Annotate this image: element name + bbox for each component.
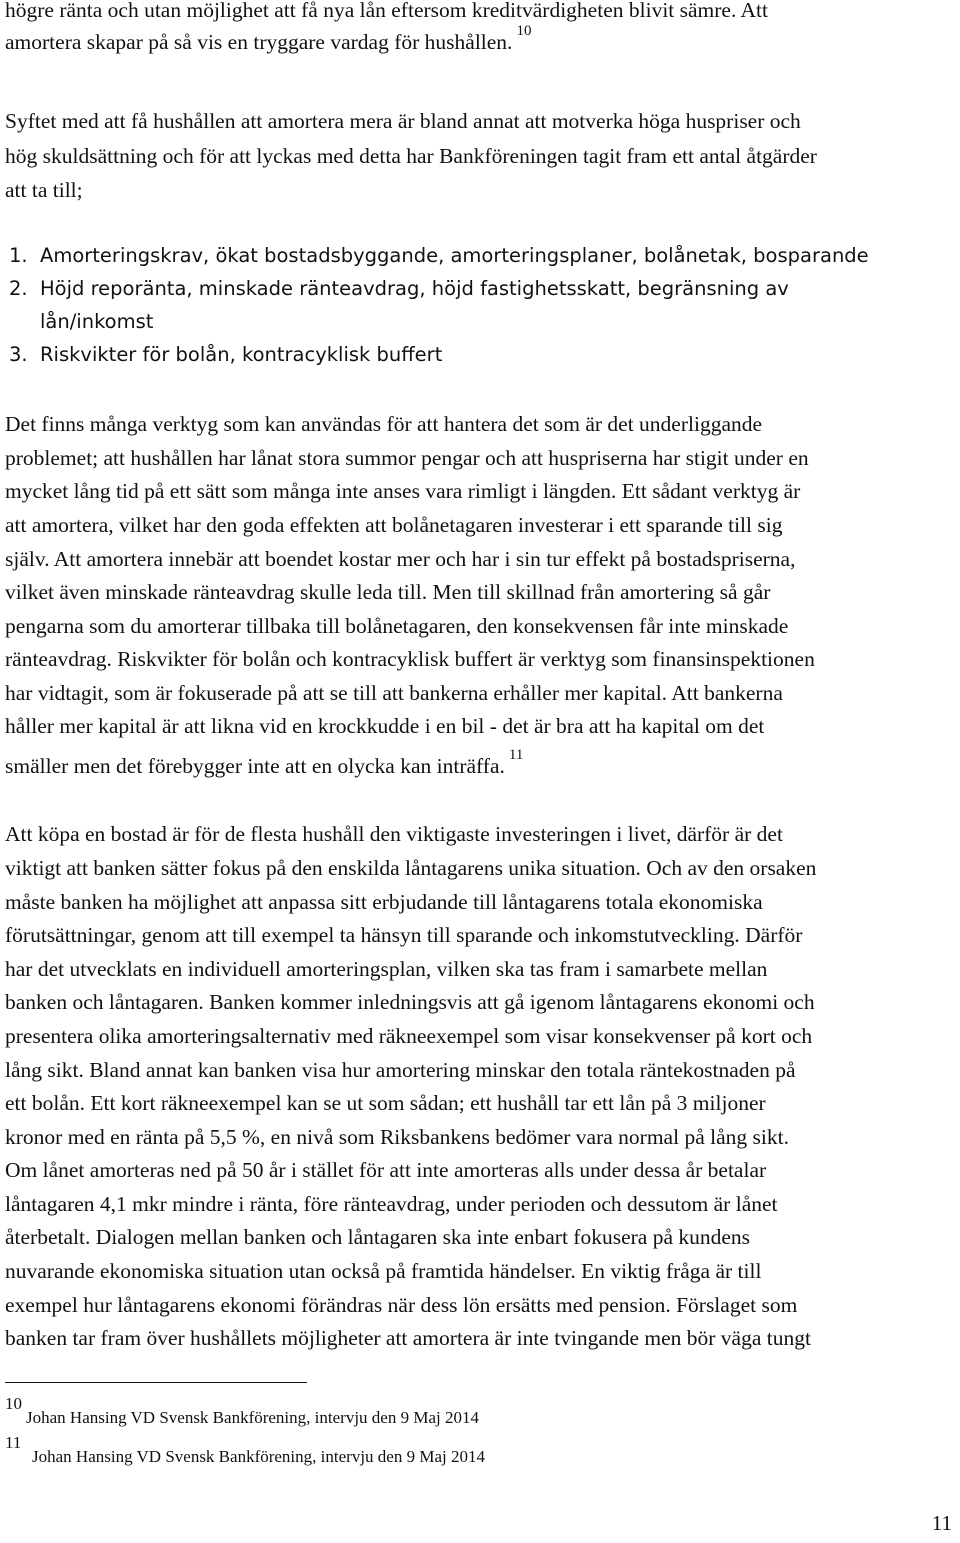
text-line: pengarna som du amorterar tillbaka till bolånetagaren, den konsekvensen får inte minskade <box>5 614 789 638</box>
text-line: förutsättningar, genom att till exempel ta hänsyn till sparande och inkomstutveckling. Därför <box>5 923 803 947</box>
footnote-number: 10 <box>5 1394 22 1413</box>
text-line: Syftet med att få hushållen att amortera mera är bland annat att motverka höga huspriser och <box>5 109 801 133</box>
text-line: har vidtagit, som är fokuserade på att se till att bankerna erhåller mer kapital. Att bankerna <box>5 681 783 705</box>
text-line: återbetalt. Dialogen mellan banken och låntagaren ska inte enbart fokusera på kundens <box>5 1225 751 1249</box>
footnote-text: Johan Hansing VD Svensk Bankförening, intervju den 9 Maj 2014 <box>32 1447 485 1466</box>
list-item: Amorteringskrav, ökat bostadsbyggande, amorteringsplaner, bolånetak, bosparande <box>40 244 869 267</box>
text-line: ränteavdrag. Riskvikter för bolån och kontracyklisk buffert är verktyg som finansinspektionen <box>5 647 815 671</box>
text-line: problemet; att hushållen har lånat stora summor pengar och att huspriserna har stigit under en <box>5 446 809 470</box>
text-line: att amortera, vilket har den goda effekten att bolånetagaren investerar i ett sparande till sig <box>5 513 783 537</box>
list-item-number: 1. <box>9 244 28 267</box>
text-line: håller mer kapital är att likna vid en krockkudde i en bil - det är bra att ha kapital om det <box>5 714 765 738</box>
text-line: kronor med en ränta på 5,5 %, en nivå som Riksbankens bedömer vara normal på lång sikt. <box>5 1125 789 1149</box>
footnote-divider <box>5 1382 307 1383</box>
list-item-number: 3. <box>9 343 28 366</box>
text-line: måste banken ha möjlighet att anpassa sitt erbjudande till låntagarens totala ekonomiska <box>5 890 763 914</box>
text-line <box>5 747 524 783</box>
text-line-content: smäller men det förebygger inte att en olycka kan inträffa. <box>5 754 505 778</box>
text-line: nuvarande ekonomiska situation utan också på framtida händelser. En viktig fråga är till <box>5 1259 762 1283</box>
text-line: mycket lång tid på ett sätt som många inte anses vara rimligt i längden. Ett sådant verktyg är <box>5 479 801 503</box>
list-item-number: 2. <box>9 277 28 300</box>
text-line-content: amortera skapar på så vis en tryggare vardag för hushållen. <box>5 30 513 54</box>
text-line: hög skuldsättning och för att lyckas med detta har Bankföreningen tagit fram ett antal åtgärder <box>5 144 817 168</box>
text-line: Att köpa en bostad är för de flesta hushåll den viktigaste investeringen i livet, därför är det <box>5 822 783 846</box>
text-line: har det utvecklats en individuell amorteringsplan, vilken ska tas fram i samarbete mellan <box>5 957 768 981</box>
text-line: låntagaren 4,1 mkr mindre i ränta, före ränteavdrag, under perioden och dessutom är lånet <box>5 1192 778 1216</box>
text-line: exempel hur låntagarens ekonomi förändras när dess lön ersätts med pension. Förslaget som <box>5 1293 798 1317</box>
text-line: att ta till; <box>5 178 83 202</box>
text-line: banken tar fram över hushållets möjligheter att amortera är inte tvingande men bör väga tungt <box>5 1326 811 1350</box>
text-line: lång sikt. Bland annat kan banken visa hur amortering minskar den totala räntekostnaden på <box>5 1058 796 1082</box>
text-line: ett bolån. Ett kort räkneexempel kan se ut som sådan; ett hushåll tar ett lån på 3 miljoner <box>5 1091 766 1115</box>
list-item: Höjd reporänta, minskade ränteavdrag, höjd fastighetsskatt, begränsning av <box>40 277 789 300</box>
text-line: banken och låntagaren. Banken kommer inledningsvis att gå igenom låntagarens ekonomi och <box>5 990 815 1014</box>
text-line: högre ränta och utan möjlighet att få nya lån eftersom kreditvärdigheten blivit sämre. Att <box>5 0 769 22</box>
page-number: 11 <box>931 1511 952 1535</box>
text-line: presentera olika amorteringsalternativ med räkneexempel som visar konsekvenser på kort och <box>5 1024 813 1048</box>
text-line <box>5 23 532 59</box>
footnote-ref-11[interactable]: 11 <box>508 747 524 763</box>
footnote-ref-10[interactable]: 10 <box>516 23 532 39</box>
list-item: Riskvikter för bolån, kontracyklisk buffert <box>40 343 443 366</box>
footnote-number: 11 <box>5 1433 22 1452</box>
text-line: själv. Att amortera innebär att boendet kostar mer och har i sin tur effekt på bostadspriserna, <box>5 547 796 571</box>
text-line: vilket även minskade ränteavdrag skulle leda till. Men till skillnad från amortering så går <box>5 580 771 604</box>
text-line: Om lånet amorteras ned på 50 år i stället för att inte amorteras alls under dessa år betalar <box>5 1158 767 1182</box>
list-item-continuation: lån/inkomst <box>40 310 154 333</box>
text-line: Det finns många verktyg som kan användas för att hantera det som är det underliggande <box>5 412 763 436</box>
text-line: viktigt att banken sätter fokus på den enskilda låntagarens unika situation. Och av den orsaken <box>5 856 817 880</box>
footnote-text: Johan Hansing VD Svensk Bankförening, intervju den 9 Maj 2014 <box>26 1408 479 1427</box>
